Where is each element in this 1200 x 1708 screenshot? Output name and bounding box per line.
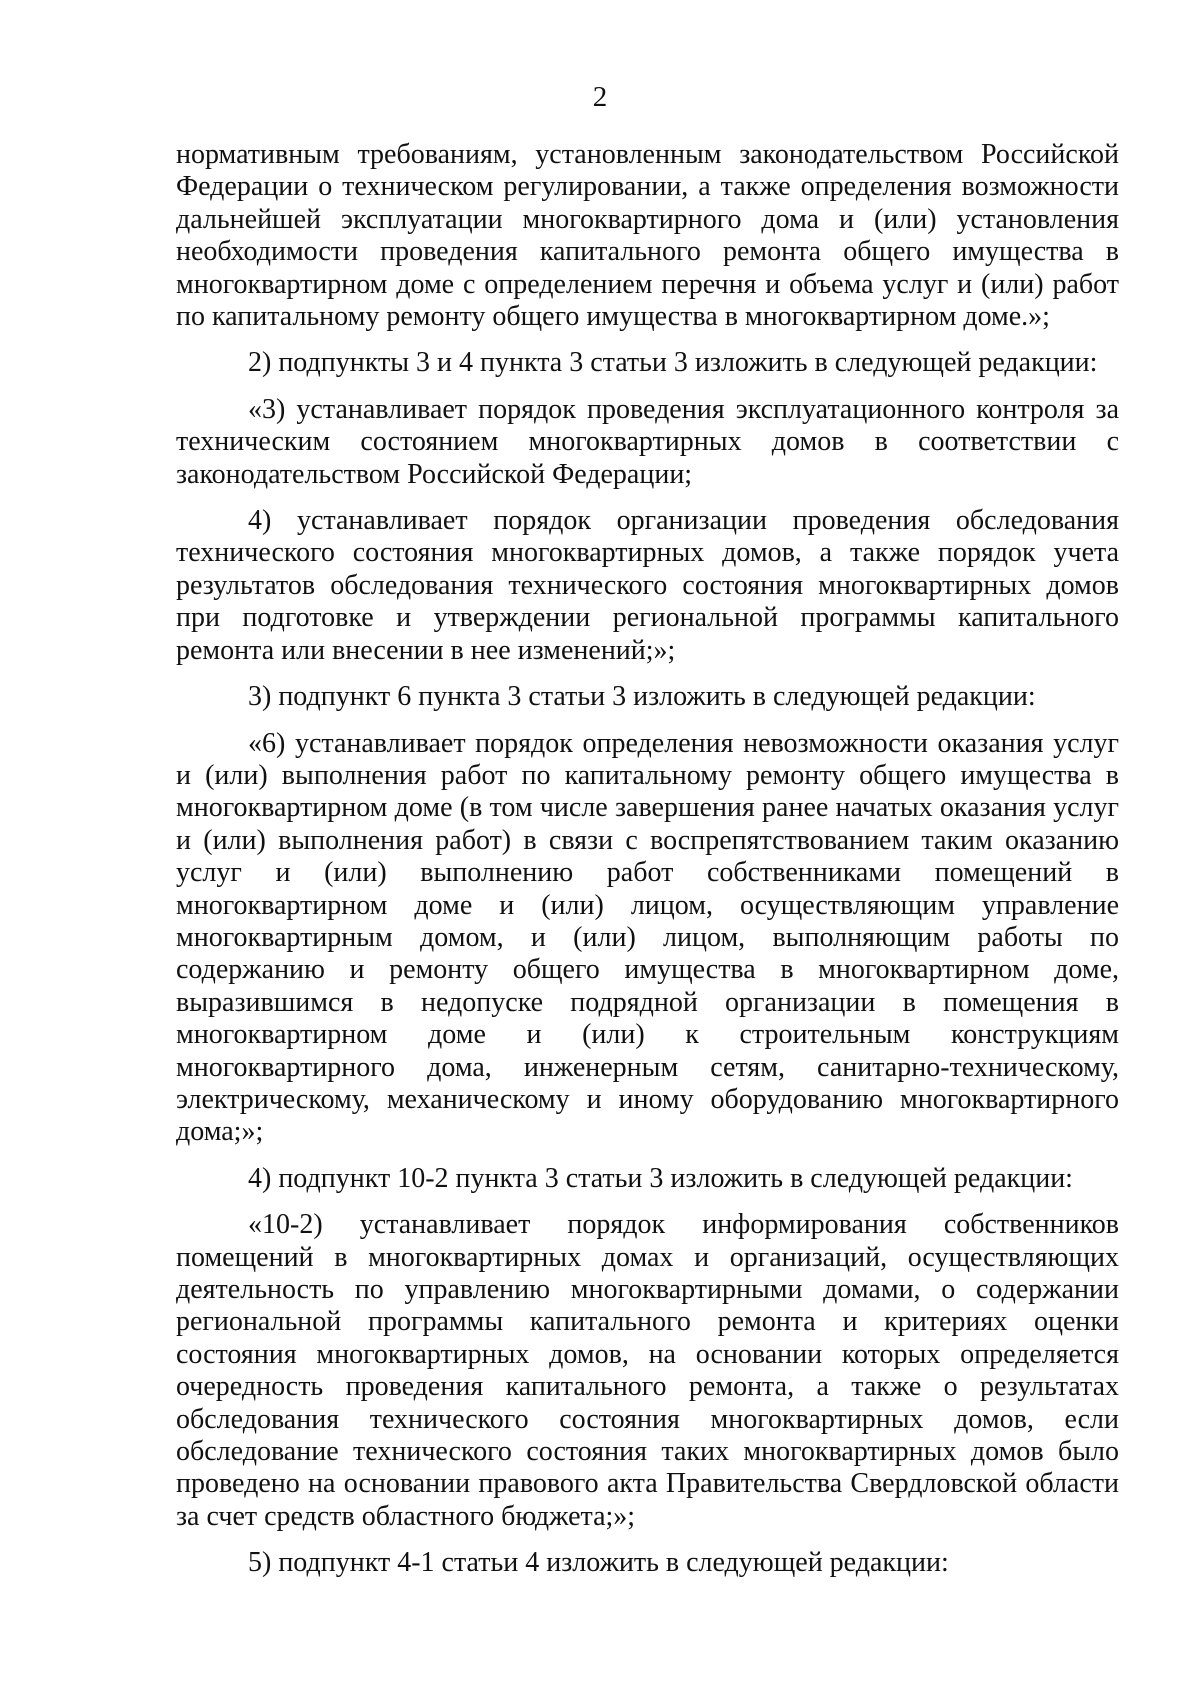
paragraph-item-5: 5) подпункт 4-1 статьи 4 изложить в следующей редакции: (248, 1547, 949, 1579)
paragraph-quote-10-2: «10-2) устанавливает порядок информирования собственников помещений в многоквартирных домах и организаций, осуществляющих деятельность по управлению многоквартирными домами, о содержании региональной программы капитального ремонта и критериях оценки состояния многоквартирных домов, на основании которых определяется очередность проведения капитального ремонта, а также о результатах обследования технического состояния многоквартирных домов, если обследование технического состояния таких многоквартирных домов было проведено на основании правового акта Правительства Свердловской области за счет средств областного бюджета;»; (176, 1209, 1119, 1532)
page-number: 2 (592, 81, 608, 113)
paragraph-item-4: 4) подпункт 10-2 пункта 3 статьи 3 изложить в следующей редакции: (248, 1162, 1073, 1194)
document-body (176, 139, 1119, 1594)
paragraph-quote-6: «6) устанавливает порядок определения невозможности оказания услуг и (или) выполнения работ по капитальному ремонту общего имущества в многоквартирном доме (в том числе завершения ранее начатых оказания услуг и (или) выполнения работ) в связи с воспрепятствованием таким оказанию услуг и (или) выполнению работ собственниками помещений в многоквартирном доме и (или) лицом, осуществляющим управление многоквартирным домом, и (или) лицом, выполняющим работы по содержанию и ремонту общего имущества в многоквартирном доме, выразившимся в недопуске подрядной организации в помещения в многоквартирном доме и (или) к строительным конструкциям многоквартирного дома, инженерным сетям, санитарно-техническому, электрическому, механическому и иному оборудованию многоквартирного дома;»; (176, 727, 1119, 1148)
paragraph-item-3: 3) подпункт 6 пункта 3 статьи 3 изложить в следующей редакции: (248, 681, 1036, 713)
paragraph-quote-3: «3) устанавливает порядок проведения эксплуатационного контроля за техническим состоянием многоквартирных домов в соответствии с законодательством Российской Федерации; (176, 393, 1119, 490)
paragraph-continuation: нормативным требованиям, установленным законодательством Российской Федерации о техническом регулировании, а также определения возможности дальнейшей эксплуатации многоквартирного дома и (или) установления необходимости проведения капитального ремонта общего имущества в многоквартирном доме с определением перечня и объема услуг и (или) работ по капитальному ремонту общего имущества в многоквартирном доме.»; (176, 139, 1119, 333)
paragraph-item-2: 2) подпункты 3 и 4 пункта 3 статьи 3 изложить в следующей редакции: (248, 347, 1098, 379)
paragraph-quote-4: 4) устанавливает порядок организации проведения обследования технического состояния многоквартирных домов, а также порядок учета результатов обследования технического состояния многоквартирных домов при подготовке и утверждении региональной программы капитального ремонта или внесении в нее изменений;»; (176, 505, 1119, 666)
